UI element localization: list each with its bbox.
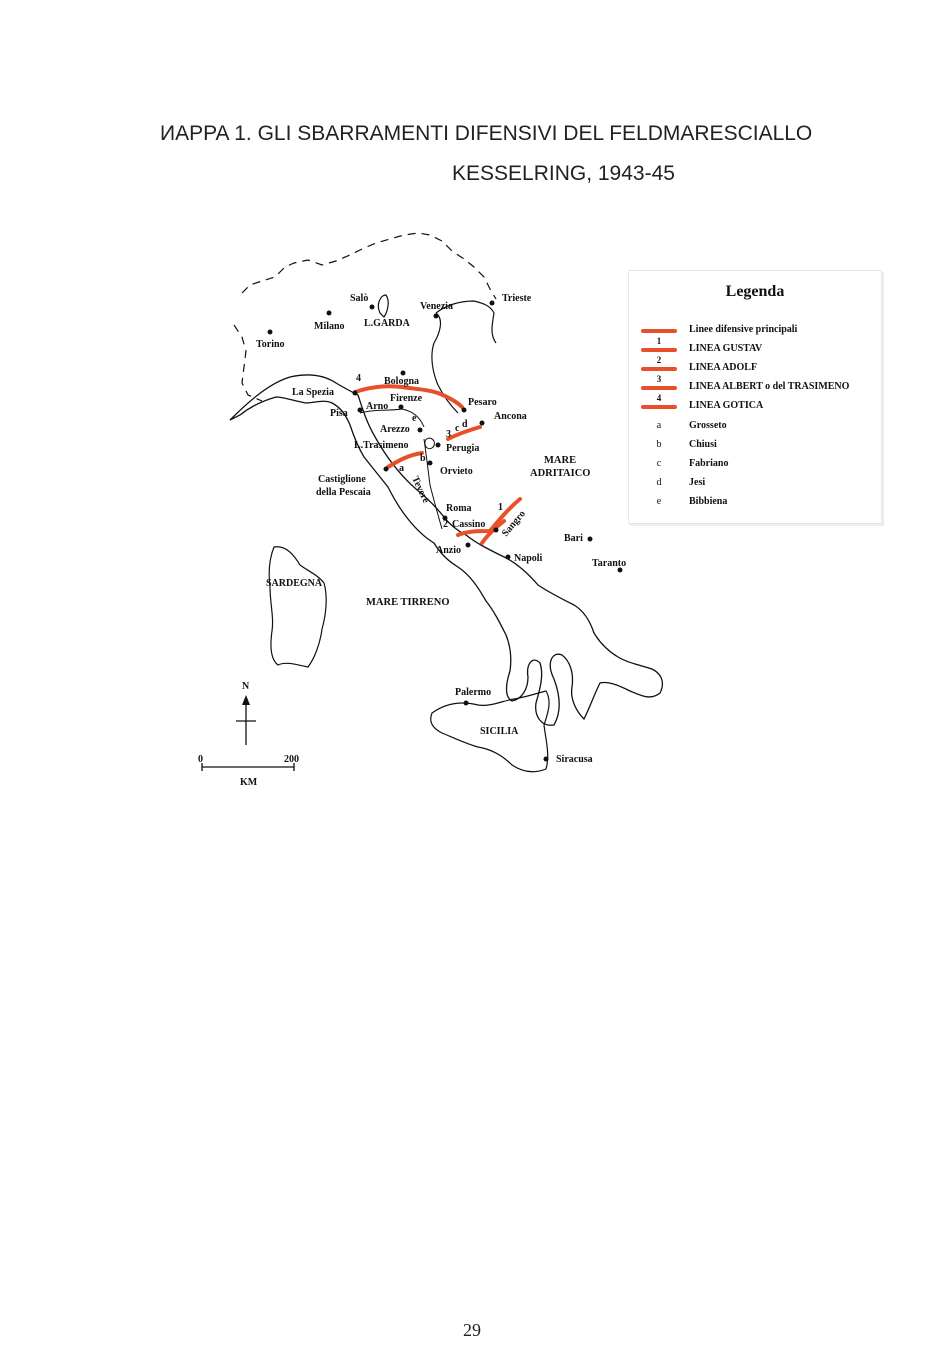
legend-title: Legenda — [725, 283, 785, 300]
legend-label: Fabriano — [689, 458, 729, 469]
legend-label: Jesi — [689, 477, 706, 488]
legend-label: LINEA ALBERT o del TRASIMENO — [689, 381, 850, 392]
label-arezzo: Arezzo — [380, 424, 410, 435]
legend-line-swatch — [641, 329, 677, 333]
sardegna-island — [269, 547, 326, 667]
legend-row-gotica — [629, 393, 881, 415]
legend-number: 4 — [656, 393, 662, 403]
legend-row-letter-c — [629, 455, 881, 473]
label-torino: Torino — [256, 339, 285, 350]
label-mare-adriatico-1: MARE — [544, 455, 577, 466]
river-tevere — [424, 439, 442, 529]
label-napoli: Napoli — [514, 553, 543, 564]
legend-label: Chiusi — [689, 439, 717, 450]
label-perugia: Perugia — [446, 443, 480, 454]
letter-mark-a: a — [399, 463, 404, 474]
legend-row-letter-e — [629, 493, 881, 511]
letter-mark-b: b — [420, 453, 426, 464]
legend-label: Linee difensive principali — [689, 324, 798, 335]
legend-label: LINEA ADOLF — [689, 362, 758, 373]
label-roma: Roma — [446, 503, 472, 514]
label-taranto: Taranto — [592, 558, 627, 569]
legend-letter: a — [656, 420, 662, 431]
legend-letter: e — [656, 496, 662, 507]
letter-mark-e: e — [412, 413, 417, 424]
label-trieste: Trieste — [502, 293, 532, 304]
legend-label: Bibbiena — [689, 496, 728, 507]
legend-letter: d — [656, 477, 662, 488]
north-label: N — [242, 681, 250, 692]
label-castiglione-2: della Pescaia — [316, 487, 371, 498]
legend — [628, 270, 882, 524]
lake-garda — [378, 295, 388, 317]
label-lgarda: L.GARDA — [364, 318, 410, 329]
label-palermo: Palermo — [455, 687, 492, 698]
legend-label: LINEA GUSTAV — [689, 343, 763, 354]
label-sicilia: SICILIA — [480, 726, 519, 737]
label-trasimeno: L.Trasimeno — [354, 440, 409, 451]
legend-line-swatch — [641, 386, 677, 390]
letter-mark-c: c — [455, 423, 460, 434]
linea-adolf — [388, 453, 422, 467]
legend-label: Grosseto — [689, 420, 727, 431]
north-arrow — [236, 695, 256, 745]
scale-bar — [202, 763, 294, 771]
label-milano: Milano — [314, 321, 345, 332]
label-siracusa: Siracusa — [556, 754, 593, 765]
label-tevere: Tevere — [409, 474, 432, 505]
label-firenze: Firenze — [390, 393, 423, 404]
legend-row-letter-a — [629, 417, 881, 435]
legend-number: 1 — [656, 336, 662, 346]
scale-end: 200 — [284, 754, 299, 765]
legend-letter: c — [656, 458, 662, 469]
label-pisa: Pisa — [330, 408, 348, 419]
line-number-1: 1 — [498, 502, 503, 513]
legend-number: 2 — [656, 355, 662, 365]
legend-line-swatch — [641, 405, 677, 409]
title-line-2: KESSELRING, 1943-45 — [452, 162, 675, 185]
legend-line-swatch — [641, 367, 677, 371]
legend-letter: b — [656, 439, 662, 450]
line-number-4: 4 — [356, 373, 361, 384]
label-cassino: Cassino — [452, 519, 486, 530]
label-bari: Bari — [564, 533, 583, 544]
city-dots — [268, 301, 623, 762]
label-sardegna: SARDEGNA — [266, 578, 323, 589]
lake-trasimeno — [425, 438, 434, 448]
label-anzio: Anzio — [436, 545, 461, 556]
legend-label: LINEA GOTICA — [689, 400, 764, 411]
line-number-2: 2 — [443, 519, 448, 530]
scale-unit: KM — [240, 777, 258, 788]
label-mare-tirreno: MARE TIRRENO — [366, 597, 450, 608]
line-number-3: 3 — [446, 429, 451, 440]
label-la-spezia: La Spezia — [292, 387, 334, 398]
letter-mark-d: d — [462, 419, 468, 430]
label-arno: Arno — [366, 401, 389, 412]
page-number: 29 — [463, 1320, 481, 1340]
label-sangro: Sangro — [499, 508, 528, 539]
title-line-1: ИAPPA 1. GLI SBARRAMENTI DIFENSIVI DEL FELDMARESCIALLO — [160, 122, 813, 145]
label-ancona: Ancona — [494, 411, 527, 422]
label-orvieto: Orvieto — [440, 466, 473, 477]
label-venezia: Venezia — [420, 301, 453, 312]
legend-number: 3 — [656, 374, 662, 384]
northern-border — [234, 233, 496, 401]
legend-row-letter-d — [629, 474, 881, 492]
legend-line-swatch — [641, 348, 677, 352]
label-mare-adriatico-2: ADRITAICO — [530, 468, 591, 479]
label-bologna: Bologna — [384, 376, 420, 387]
label-castiglione-1: Castiglione — [318, 474, 366, 485]
scale-start: 0 — [198, 754, 203, 765]
legend-row-letter-b — [629, 436, 881, 454]
label-pesaro: Pesaro — [468, 397, 497, 408]
label-salo: Salò — [350, 293, 369, 304]
